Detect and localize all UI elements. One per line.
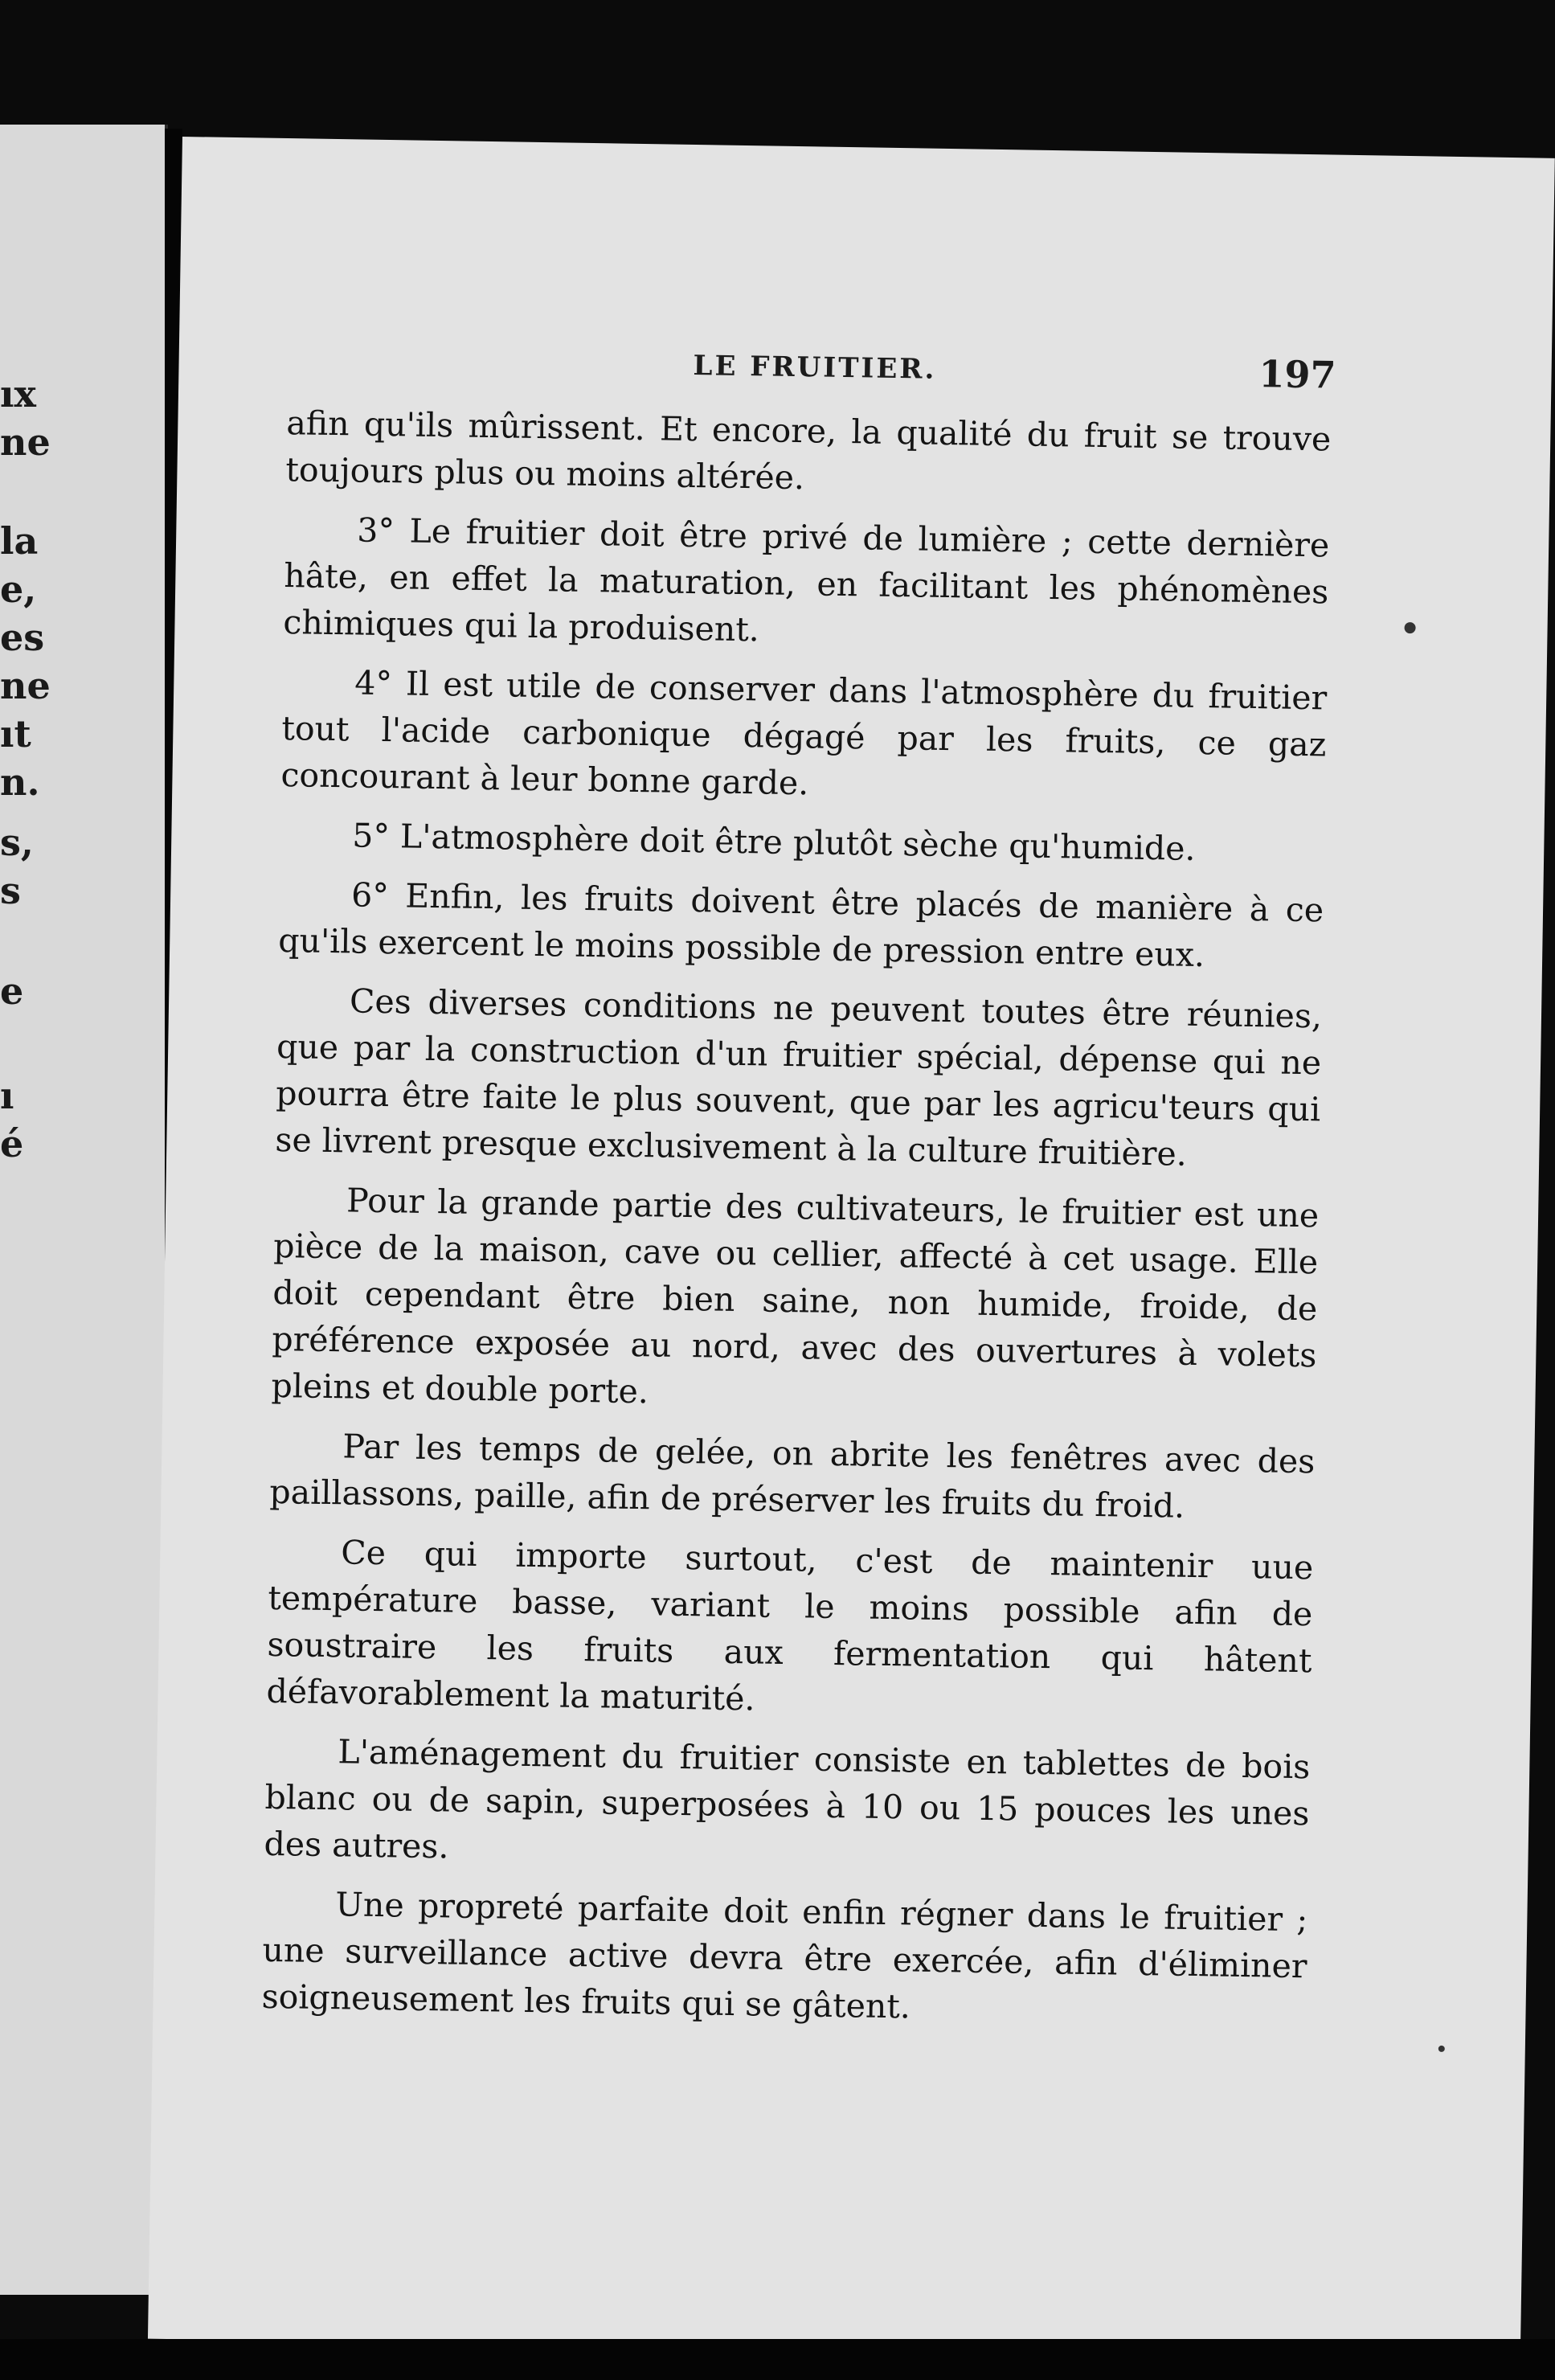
left-fragment: s, <box>0 821 34 864</box>
paragraph: Ce qui importe surtout, c'est de maintenir uue température basse, variant le moins possible afin de soustraire les fruits aux fermentation qui hâtent défavorablement la maturité. <box>266 1533 1314 1718</box>
paragraph: 6° Enfin, les fruits doivent être placés de manière à ce qu'ils exercent le moins possible de pression entre eux. <box>277 875 1324 975</box>
ink-speck <box>1438 2046 1445 2052</box>
left-fragment: ne <box>0 420 51 464</box>
body-text <box>261 399 1332 2049</box>
scan-border <box>0 2339 1555 2380</box>
left-fragment: n. <box>0 760 40 804</box>
paragraph: Pour la grande partie des cultivateurs, le fruitier est une pièce de la maison, cave ou cellier, affecté à cet usage. Elle doit cependant être bien saine, non humide, froide, de préférence exposée au nord, avec des ouvertures à volets pleins et double porte. <box>271 1181 1320 1411</box>
paragraph: 5° L'atmosphère doit être plutôt sèche qu'humide. <box>351 816 1196 868</box>
left-fragment: ne <box>0 664 51 707</box>
paragraph: 4° Il est utile de conserver dans l'atmosphère du fruitier tout l'acide carbonique dégagé par les fruits, ce gaz concourant à leur bonne garde. <box>280 663 1328 803</box>
left-fragment: es <box>0 616 45 659</box>
book-page <box>148 137 1555 2360</box>
left-fragment: s <box>0 869 21 912</box>
paragraph: 3° Le fruitier doit être privé de lumière ; cette dernière hâte, en effet la maturation, en facilitant les phénomènes chimiques qui la produisent. <box>283 510 1330 649</box>
paragraph: L'aménagement du fruitier consiste en tablettes de bois blanc ou de sapin, superposées à 10 ou 15 pouces les unes des autres. <box>264 1732 1311 1866</box>
page-header <box>178 342 1336 408</box>
left-fragment: ıt <box>0 712 31 756</box>
facing-page-edge <box>0 125 168 2295</box>
left-fragment: é <box>0 1122 24 1165</box>
paragraph: afin qu'ils mûrissent. Et encore, la qualité du fruit se trouve toujours plus ou moins altérée. <box>285 403 1332 498</box>
left-fragment: e <box>0 969 24 1013</box>
paragraph: Ces diverses conditions ne peuvent toutes être réunies, que par la construction d'un fruitier spécial, dépense qui ne pourra être faite le plus souvent, que par les agricu'teurs qui se livrent presque exclusivement à la culture fruitière. <box>275 981 1323 1174</box>
ink-speck <box>1404 622 1415 633</box>
page-number: 197 <box>1258 352 1336 397</box>
left-fragment: e, <box>0 567 37 611</box>
running-title: LE FRUITIER. <box>693 350 937 386</box>
left-fragment: ı <box>0 1074 14 1117</box>
paragraph: Par les temps de gelée, on abrite les fenêtres avec des paillassons, paille, afin de préserver les fruits du froid. <box>269 1427 1316 1526</box>
paragraph: Une propreté parfaite doit enfin régner dans le fruitier ; une surveillance active devra être exercée, afin d'éliminer soigneusement les fruits qui se gâtent. <box>261 1885 1308 2026</box>
left-fragment: la <box>0 519 39 563</box>
left-fragment: ıx <box>0 372 36 416</box>
